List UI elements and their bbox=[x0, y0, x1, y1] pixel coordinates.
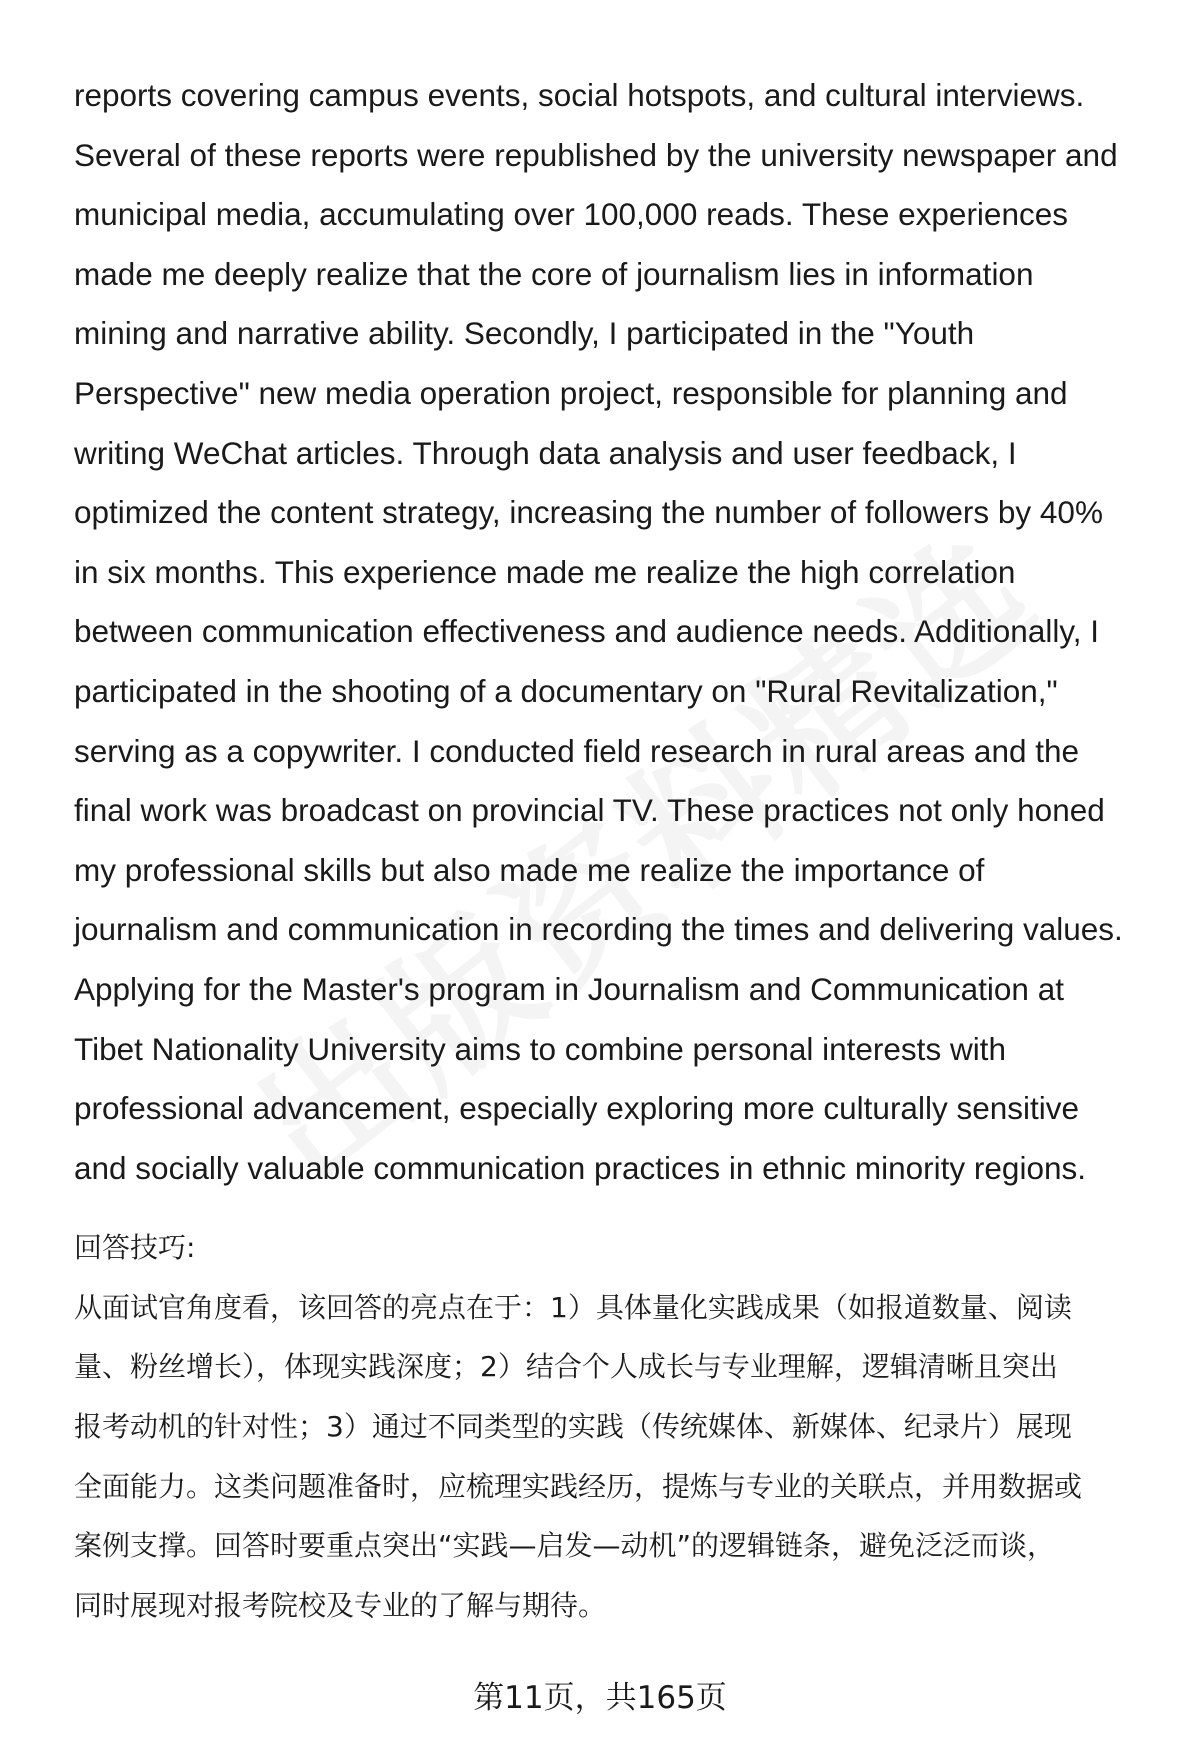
answer-line: my professional skills but also made me realize the importance of bbox=[74, 851, 985, 888]
tips-line: 案例支撑。回答时要重点突出“实践—启发—动机”的逻辑链条，避免泛泛而谈， bbox=[74, 1529, 1056, 1563]
tips-heading: 回答技巧: bbox=[74, 1231, 196, 1265]
answer-line: Several of these reports were republished by the university newspaper and bbox=[74, 136, 1118, 173]
tips-line: 报考动机的针对性；3）通过不同类型的实践（传统媒体、新媒体、纪录片）展现 bbox=[74, 1410, 1072, 1444]
answer-tips-section bbox=[74, 1218, 1154, 1635]
answer-line: journalism and communication in recording the times and delivering values. bbox=[74, 911, 1123, 948]
answer-line: municipal media, accumulating over 100,000 reads. These experiences bbox=[74, 196, 1068, 233]
tips-line: 全面能力。这类问题准备时，应梳理实践经历，提炼与专业的关联点，并用数据或 bbox=[74, 1469, 1083, 1503]
answer-line: between communication effectiveness and audience needs. Additionally, I bbox=[74, 613, 1099, 650]
page-number: 第11页，共165页 bbox=[473, 1680, 727, 1716]
answer-line: professional advancement, especially exploring more culturally sensitive bbox=[74, 1090, 1080, 1127]
tips-line: 从面试官角度看，该回答的亮点在于：1）具体量化实践成果（如报道数量、阅读 bbox=[74, 1290, 1072, 1324]
answer-line: participated in the shooting of a documentary on "Rural Revitalization," bbox=[74, 672, 1058, 709]
answer-paragraph bbox=[74, 66, 1154, 1198]
answer-line: made me deeply realize that the core of journalism lies in information bbox=[74, 255, 1034, 292]
answer-line: serving as a copywriter. I conducted field research in rural areas and the bbox=[74, 732, 1080, 769]
answer-line: and socially valuable communication practices in ethnic minority regions. bbox=[74, 1149, 1086, 1186]
answer-line: optimized the content strategy, increasing the number of followers by 40% bbox=[74, 494, 1103, 531]
answer-line: Applying for the Master's program in Journalism and Communication at bbox=[74, 970, 1064, 1007]
answer-line: mining and narrative ability. Secondly, I participated in the "Youth bbox=[74, 315, 975, 352]
tips-line: 同时展现对报考院校及专业的了解与期待。 bbox=[74, 1588, 607, 1622]
answer-line: Perspective" new media operation project, responsible for planning and bbox=[74, 374, 1068, 411]
answer-line: in six months. This experience made me realize the high correlation bbox=[74, 553, 1016, 590]
answer-line: final work was broadcast on provincial TV. These practices not only honed bbox=[74, 792, 1105, 829]
answer-line: Tibet Nationality University aims to combine personal interests with bbox=[74, 1030, 1006, 1067]
page-content bbox=[74, 66, 1154, 1635]
tips-line: 量、粉丝增长），体现实践深度；2）结合个人成长与专业理解，逻辑清晰且突出 bbox=[74, 1350, 1058, 1384]
answer-line: reports covering campus events, social hotspots, and cultural interviews. bbox=[74, 77, 1085, 113]
answer-line: writing WeChat articles. Through data analysis and user feedback, I bbox=[74, 434, 1017, 471]
